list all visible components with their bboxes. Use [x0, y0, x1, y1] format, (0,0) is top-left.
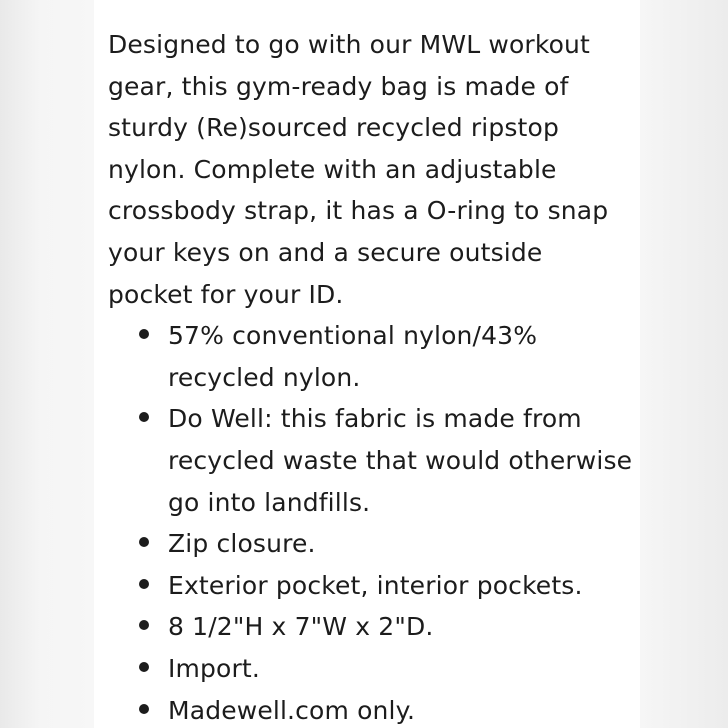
bullet-icon — [139, 620, 149, 630]
detail-text: Madewell.com only. — [168, 695, 416, 725]
bullet-icon — [139, 412, 149, 422]
product-details-text — [108, 24, 633, 728]
detail-item-import — [108, 648, 633, 690]
bullet-icon — [139, 662, 149, 672]
detail-item-exclusive — [108, 690, 633, 728]
bullet-icon — [139, 329, 149, 339]
detail-item-dimensions — [108, 606, 633, 648]
detail-text: Zip closure. — [168, 529, 316, 559]
bullet-icon — [139, 537, 149, 547]
product-description: Designed to go with our MWL workout gear, this gym-ready bag is made of sturdy (Re)sourced recycled ripstop nylon. Complete with an adjustable crossbody strap, it has a O-ring to snap your keys on and a secure outside pocket for your ID. — [108, 30, 609, 309]
detail-item-closure — [108, 523, 633, 565]
detail-item-do-well — [108, 398, 633, 523]
bullet-icon — [139, 704, 149, 714]
product-details-list — [108, 315, 633, 728]
detail-text: 57% conventional nylon/43% recycled nylon. — [168, 321, 538, 392]
detail-text: 8 1/2"H x 7"W x 2"D. — [168, 612, 434, 642]
detail-item-material — [108, 315, 633, 398]
detail-text: Import. — [168, 653, 260, 683]
product-details-panel — [94, 0, 640, 728]
detail-text: Do Well: this fabric is made from recycled waste that would otherwise go into landfills. — [168, 404, 633, 517]
bullet-icon — [139, 579, 149, 589]
detail-item-pockets — [108, 565, 633, 607]
detail-text: Exterior pocket, interior pockets. — [168, 570, 583, 600]
